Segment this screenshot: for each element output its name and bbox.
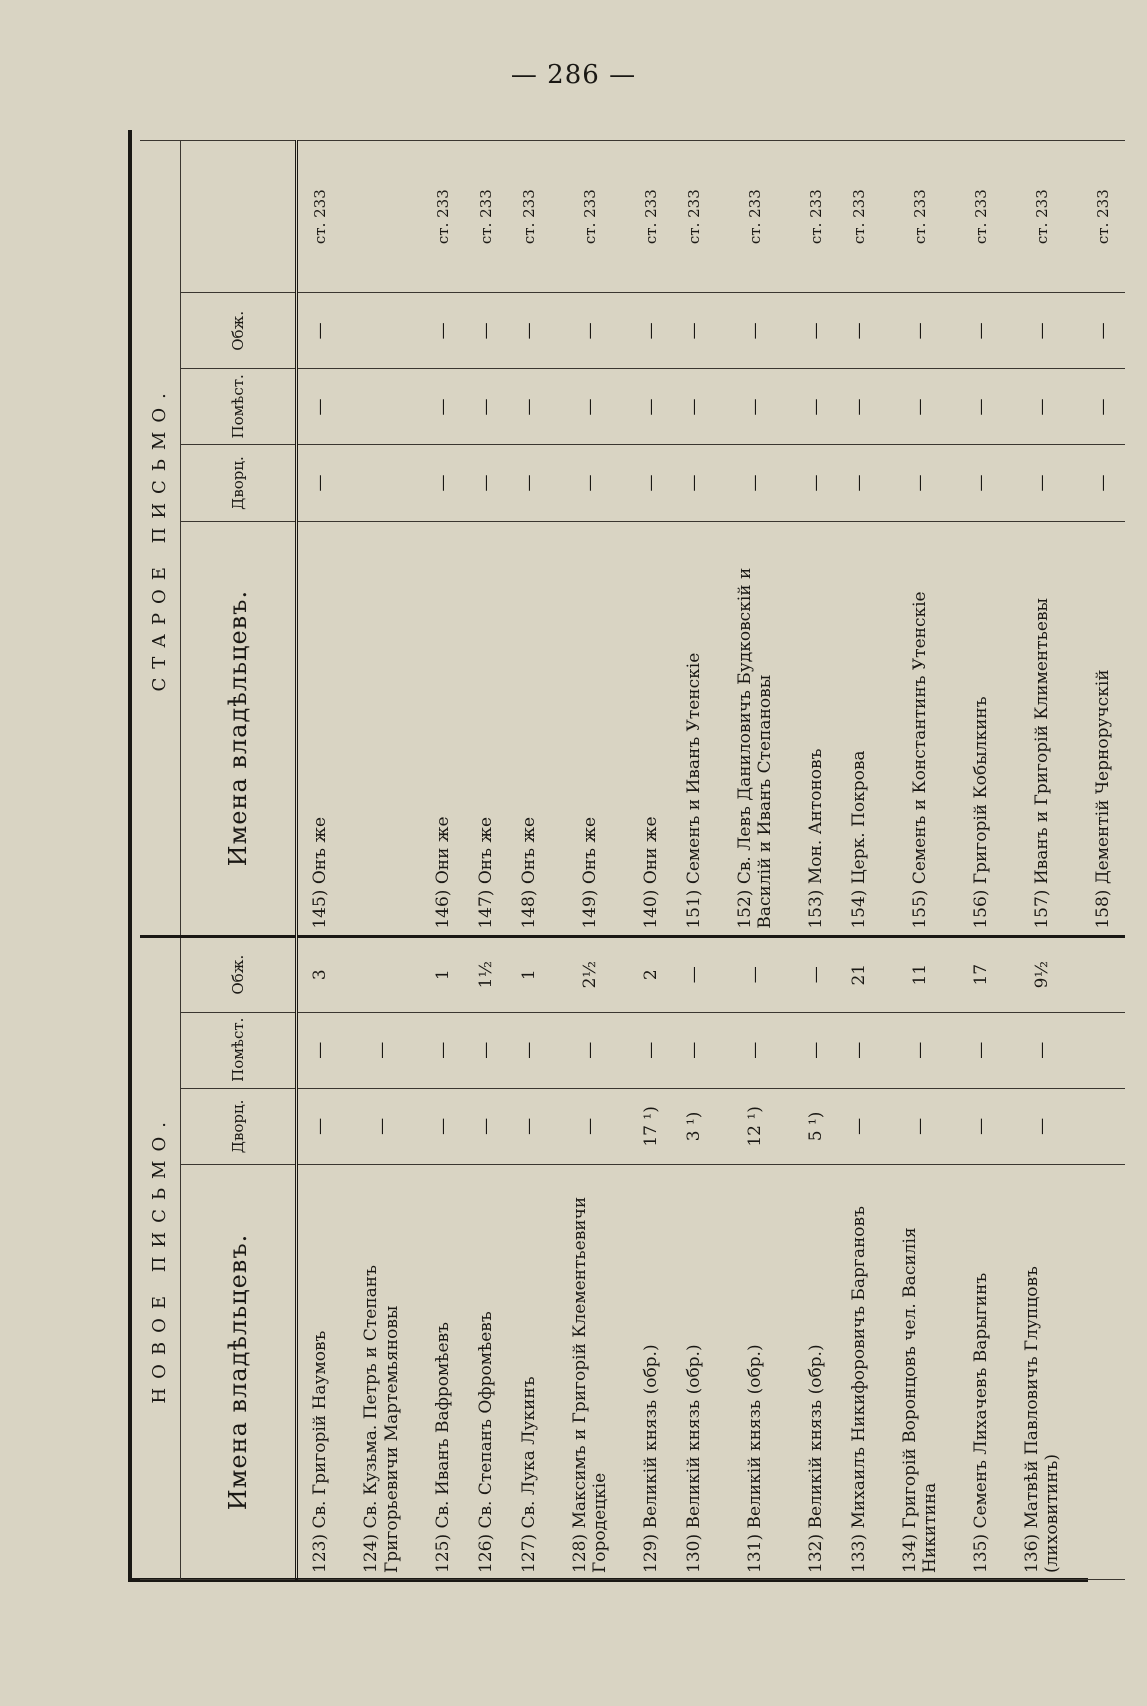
source-reference: ст. 233 xyxy=(716,141,795,293)
old-owner-name: 157) Иванъ и Григорій Климентьевы xyxy=(1003,521,1082,936)
old-pomest: — xyxy=(1082,369,1125,445)
new-obzh: 3 xyxy=(297,936,343,1012)
source-reference: ст. 233 xyxy=(1082,141,1125,293)
new-obzh: 11 xyxy=(881,936,960,1012)
table-row xyxy=(1003,141,1082,1580)
old-dvor: — xyxy=(550,445,629,521)
old-obzh: — xyxy=(838,293,881,369)
new-obzh: — xyxy=(672,936,715,1012)
old-obzh: — xyxy=(507,293,550,369)
old-dvor: — xyxy=(1082,445,1125,521)
table-row xyxy=(464,141,507,1580)
old-obzh: — xyxy=(672,293,715,369)
table-row xyxy=(507,141,550,1580)
old-dvor: — xyxy=(464,445,507,521)
old-pomest: — xyxy=(838,369,881,445)
old-owner-name: 154) Церк. Покрова xyxy=(838,521,881,936)
old-obzh: — xyxy=(960,293,1003,369)
header-obzh-new: Обж. xyxy=(181,936,297,1012)
old-obzh: — xyxy=(1003,293,1082,369)
old-pomest: — xyxy=(421,369,464,445)
table-border-left xyxy=(128,130,132,1580)
new-pomest: — xyxy=(629,1012,672,1088)
old-dvor xyxy=(342,445,421,521)
new-pomest: — xyxy=(838,1012,881,1088)
old-owner-name: 145) Онъ же xyxy=(297,521,343,936)
old-obzh: — xyxy=(629,293,672,369)
new-dvor: — xyxy=(550,1088,629,1164)
new-owner-name: 135) Семенъ Лихачевъ Варыгинъ xyxy=(960,1164,1003,1579)
table-row xyxy=(881,141,960,1580)
old-dvor: — xyxy=(716,445,795,521)
section-new-letter: НОВОЕ ПИСЬМО. xyxy=(140,936,181,1579)
old-dvor: — xyxy=(421,445,464,521)
table-row xyxy=(297,141,343,1580)
old-pomest: — xyxy=(550,369,629,445)
new-pomest: — xyxy=(960,1012,1003,1088)
new-owner-name: 123) Св. Григорій Наумовъ xyxy=(297,1164,343,1579)
new-dvor: 12 ¹) xyxy=(716,1088,795,1164)
new-dvor: — xyxy=(342,1088,421,1164)
old-owner-name: 152) Св. Левъ Даниловичъ Будковскій и Василій и Иванъ Степановы xyxy=(716,521,795,936)
new-obzh: 1½ xyxy=(464,936,507,1012)
new-owner-name: 131) Великій князь (обр.) xyxy=(716,1164,795,1579)
old-dvor: — xyxy=(629,445,672,521)
new-pomest: — xyxy=(507,1012,550,1088)
old-obzh xyxy=(342,293,421,369)
old-pomest: — xyxy=(1003,369,1082,445)
source-reference: ст. 233 xyxy=(795,141,838,293)
new-owner-name: 129) Великій князь (обр.) xyxy=(629,1164,672,1579)
old-owner-name: 153) Мон. Антоновъ xyxy=(795,521,838,936)
old-obzh: — xyxy=(464,293,507,369)
new-owner-name: 128) Максимъ и Григорій Клементьевичи Городецкіе xyxy=(550,1164,629,1579)
page-number: — 286 — xyxy=(510,60,637,90)
old-pomest: — xyxy=(672,369,715,445)
old-owner-name: 148) Онъ же xyxy=(507,521,550,936)
new-pomest: — xyxy=(421,1012,464,1088)
new-dvor: 17 ¹) xyxy=(629,1088,672,1164)
old-obzh: — xyxy=(297,293,343,369)
source-reference xyxy=(342,141,421,293)
source-reference: ст. 233 xyxy=(672,141,715,293)
table-row xyxy=(838,141,881,1580)
new-dvor: — xyxy=(297,1088,343,1164)
new-dvor: — xyxy=(960,1088,1003,1164)
new-owner-name: 134) Григорій Воронцовъ чел. Василія Никитина xyxy=(881,1164,960,1579)
new-owner-name: 124) Св. Кузьма. Петръ и Степанъ Григорьевичи Мартемьяновы xyxy=(342,1164,421,1579)
old-owner-name: 147) Онъ же xyxy=(464,521,507,936)
new-obzh: 21 xyxy=(838,936,881,1012)
new-dvor: — xyxy=(881,1088,960,1164)
source-reference: ст. 233 xyxy=(838,141,881,293)
old-dvor: — xyxy=(1003,445,1082,521)
old-obzh: — xyxy=(1082,293,1125,369)
new-obzh: — xyxy=(795,936,838,1012)
table-row xyxy=(1082,141,1125,1580)
header-owners-old: Имена владѣльцевъ. xyxy=(181,521,297,936)
old-dvor: — xyxy=(838,445,881,521)
old-obzh: — xyxy=(795,293,838,369)
new-pomest: — xyxy=(464,1012,507,1088)
table-row xyxy=(960,141,1003,1580)
new-dvor: — xyxy=(838,1088,881,1164)
old-dvor: — xyxy=(795,445,838,521)
old-dvor: — xyxy=(297,445,343,521)
new-obzh: 1 xyxy=(421,936,464,1012)
new-dvor: 5 ¹) xyxy=(795,1088,838,1164)
new-dvor: — xyxy=(1003,1088,1082,1164)
source-reference: ст. 233 xyxy=(550,141,629,293)
old-owner-name: 146) Они же xyxy=(421,521,464,936)
table-row xyxy=(550,141,629,1580)
new-dvor: — xyxy=(507,1088,550,1164)
old-dvor: — xyxy=(881,445,960,521)
new-pomest: — xyxy=(550,1012,629,1088)
rotated-table-container xyxy=(140,140,1125,1580)
header-ref xyxy=(181,141,297,293)
new-obzh xyxy=(342,936,421,1012)
section-old-letter: СТАРОЕ ПИСЬМО. xyxy=(140,141,181,937)
old-obzh: — xyxy=(550,293,629,369)
new-pomest: — xyxy=(342,1012,421,1088)
new-dvor: — xyxy=(464,1088,507,1164)
new-dvor: — xyxy=(421,1088,464,1164)
old-owner-name: 151) Семенъ и Иванъ Утенскіе xyxy=(672,521,715,936)
new-pomest: — xyxy=(672,1012,715,1088)
old-owner-name xyxy=(342,521,421,936)
new-pomest: — xyxy=(795,1012,838,1088)
table-row xyxy=(629,141,672,1580)
new-owner-name: 136) Матвѣй Павловичъ Глупцовъ (лиховитинъ) xyxy=(1003,1164,1082,1579)
table-row xyxy=(421,141,464,1580)
new-obzh: 2½ xyxy=(550,936,629,1012)
old-owner-name: 140) Они же xyxy=(629,521,672,936)
new-owner-name: 126) Св. Степанъ Офромѣевъ xyxy=(464,1164,507,1579)
old-obzh: — xyxy=(881,293,960,369)
old-obzh: — xyxy=(716,293,795,369)
old-pomest: — xyxy=(464,369,507,445)
header-dvor-new: Дворц. xyxy=(181,1088,297,1164)
header-pomest-old: Помѣст. xyxy=(181,369,297,445)
old-owner-name: 158) Дементій Черноручскій xyxy=(1082,521,1125,936)
new-owner-name: 133) Михаилъ Никифоровичъ Баргановъ xyxy=(838,1164,881,1579)
header-owners-new: Имена владѣльцевъ. xyxy=(181,1164,297,1579)
new-pomest: — xyxy=(297,1012,343,1088)
old-owner-name: 155) Семенъ и Константинъ Утенскіе xyxy=(881,521,960,936)
old-pomest: — xyxy=(795,369,838,445)
source-reference: ст. 233 xyxy=(960,141,1003,293)
header-pomest-new: Помѣст. xyxy=(181,1012,297,1088)
source-reference: ст. 233 xyxy=(507,141,550,293)
new-pomest: — xyxy=(881,1012,960,1088)
old-pomest xyxy=(342,369,421,445)
new-obzh: 9½ xyxy=(1003,936,1082,1012)
new-pomest: — xyxy=(716,1012,795,1088)
old-dvor: — xyxy=(960,445,1003,521)
table-row xyxy=(342,141,421,1580)
old-obzh: — xyxy=(421,293,464,369)
new-obzh: 2 xyxy=(629,936,672,1012)
source-reference: ст. 233 xyxy=(297,141,343,293)
old-pomest: — xyxy=(507,369,550,445)
old-pomest: — xyxy=(881,369,960,445)
new-owner-name xyxy=(1082,1164,1125,1579)
new-obzh xyxy=(1082,936,1125,1012)
new-pomest xyxy=(1082,1012,1125,1088)
new-dvor: 3 ¹) xyxy=(672,1088,715,1164)
new-owner-name: 127) Св. Лука Лукинъ xyxy=(507,1164,550,1579)
land-register-table xyxy=(140,140,1125,1580)
table-row xyxy=(795,141,838,1580)
new-dvor xyxy=(1082,1088,1125,1164)
source-reference: ст. 233 xyxy=(629,141,672,293)
new-obzh: — xyxy=(716,936,795,1012)
source-reference: ст. 233 xyxy=(421,141,464,293)
table-row xyxy=(672,141,715,1580)
new-obzh: 1 xyxy=(507,936,550,1012)
old-pomest: — xyxy=(716,369,795,445)
source-reference: ст. 233 xyxy=(881,141,960,293)
header-dvor-old: Дворц. xyxy=(181,445,297,521)
old-pomest: — xyxy=(297,369,343,445)
old-owner-name: 156) Григорій Кобылкинъ xyxy=(960,521,1003,936)
old-dvor: — xyxy=(672,445,715,521)
table-row xyxy=(716,141,795,1580)
old-pomest: — xyxy=(629,369,672,445)
new-owner-name: 132) Великій князь (обр.) xyxy=(795,1164,838,1579)
new-pomest: — xyxy=(1003,1012,1082,1088)
old-dvor: — xyxy=(507,445,550,521)
new-obzh: 17 xyxy=(960,936,1003,1012)
new-owner-name: 130) Великій князь (обр.) xyxy=(672,1164,715,1579)
old-owner-name: 149) Онъ же xyxy=(550,521,629,936)
header-obzh-old: Обж. xyxy=(181,293,297,369)
source-reference: ст. 233 xyxy=(1003,141,1082,293)
new-owner-name: 125) Св. Иванъ Вафромѣевъ xyxy=(421,1164,464,1579)
old-pomest: — xyxy=(960,369,1003,445)
source-reference: ст. 233 xyxy=(464,141,507,293)
